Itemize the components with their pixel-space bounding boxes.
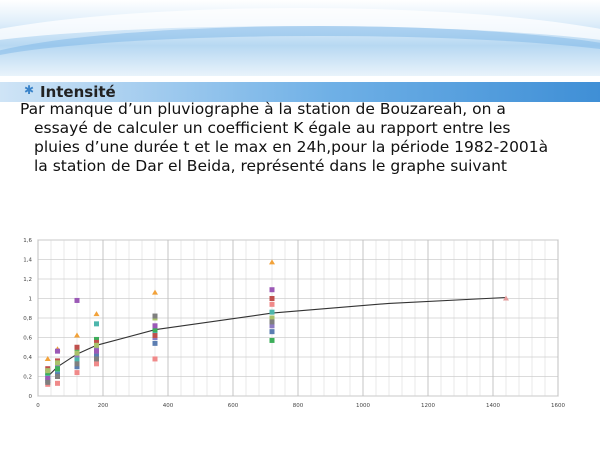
bullet-star-icon: ✱ <box>24 83 35 97</box>
data-point <box>153 333 158 338</box>
x-tick-label: 1400 <box>486 403 500 409</box>
data-point <box>55 381 60 386</box>
data-point <box>94 321 99 326</box>
data-point <box>153 323 158 328</box>
slide-header-decoration <box>0 0 600 76</box>
data-point <box>153 341 158 346</box>
slide-paragraph <box>20 100 595 176</box>
y-tick-label: 0 <box>28 394 32 400</box>
x-tick-label: 1200 <box>421 403 435 409</box>
y-tick-label: 1,6 <box>23 238 32 244</box>
x-tick-label: 600 <box>227 403 239 409</box>
data-point <box>270 338 275 343</box>
x-tick-label: 1600 <box>551 403 565 409</box>
x-tick-label: 200 <box>97 403 109 409</box>
data-point <box>55 374 60 379</box>
data-point <box>45 380 50 385</box>
data-point <box>45 368 50 373</box>
data-point <box>270 296 275 301</box>
data-point <box>94 349 99 354</box>
x-tick-label: 1000 <box>356 403 370 409</box>
slide-heading: Intensité <box>40 83 116 101</box>
y-tick-label: 0,2 <box>23 374 32 381</box>
x-tick-label: 0 <box>36 403 40 409</box>
data-point <box>75 298 80 303</box>
data-point <box>153 356 158 361</box>
data-point <box>270 287 275 292</box>
paragraph-line: Par manque d’un pluviographe à la station de Bouzareah, on a <box>20 100 506 118</box>
x-tick-label: 400 <box>162 403 174 409</box>
chart-svg <box>14 232 574 416</box>
data-point <box>153 314 158 319</box>
y-tick-label: 0,6 <box>23 335 32 342</box>
data-point <box>75 361 80 366</box>
data-point <box>94 356 99 361</box>
x-tick-label: 800 <box>292 403 304 409</box>
data-point <box>75 351 80 356</box>
y-tick-label: 0,8 <box>23 316 32 322</box>
y-tick-label: 1,2 <box>23 277 32 283</box>
data-point <box>55 349 60 354</box>
y-tick-label: 1,4 <box>23 257 32 264</box>
paragraph-line: essayé de calculer un coefficient K égale au rapport entre les <box>34 119 511 137</box>
data-point <box>270 329 275 334</box>
data-point <box>94 343 99 348</box>
data-point <box>55 366 60 371</box>
data-point <box>75 345 80 350</box>
y-tick-label: 1 <box>28 296 32 303</box>
y-tick-label: 0,4 <box>23 355 32 361</box>
k-coefficient-chart <box>14 232 574 416</box>
data-point <box>94 361 99 366</box>
paragraph-line: pluies d’une durée t et le max en 24h,pour la période 1982-2001à <box>34 138 549 156</box>
data-point <box>270 302 275 307</box>
data-point <box>270 319 275 324</box>
data-point <box>75 370 80 375</box>
data-point <box>270 310 275 315</box>
data-point <box>55 360 60 365</box>
paragraph-line: la station de Dar el Beida, représenté dans le graphe suivant <box>34 157 507 175</box>
